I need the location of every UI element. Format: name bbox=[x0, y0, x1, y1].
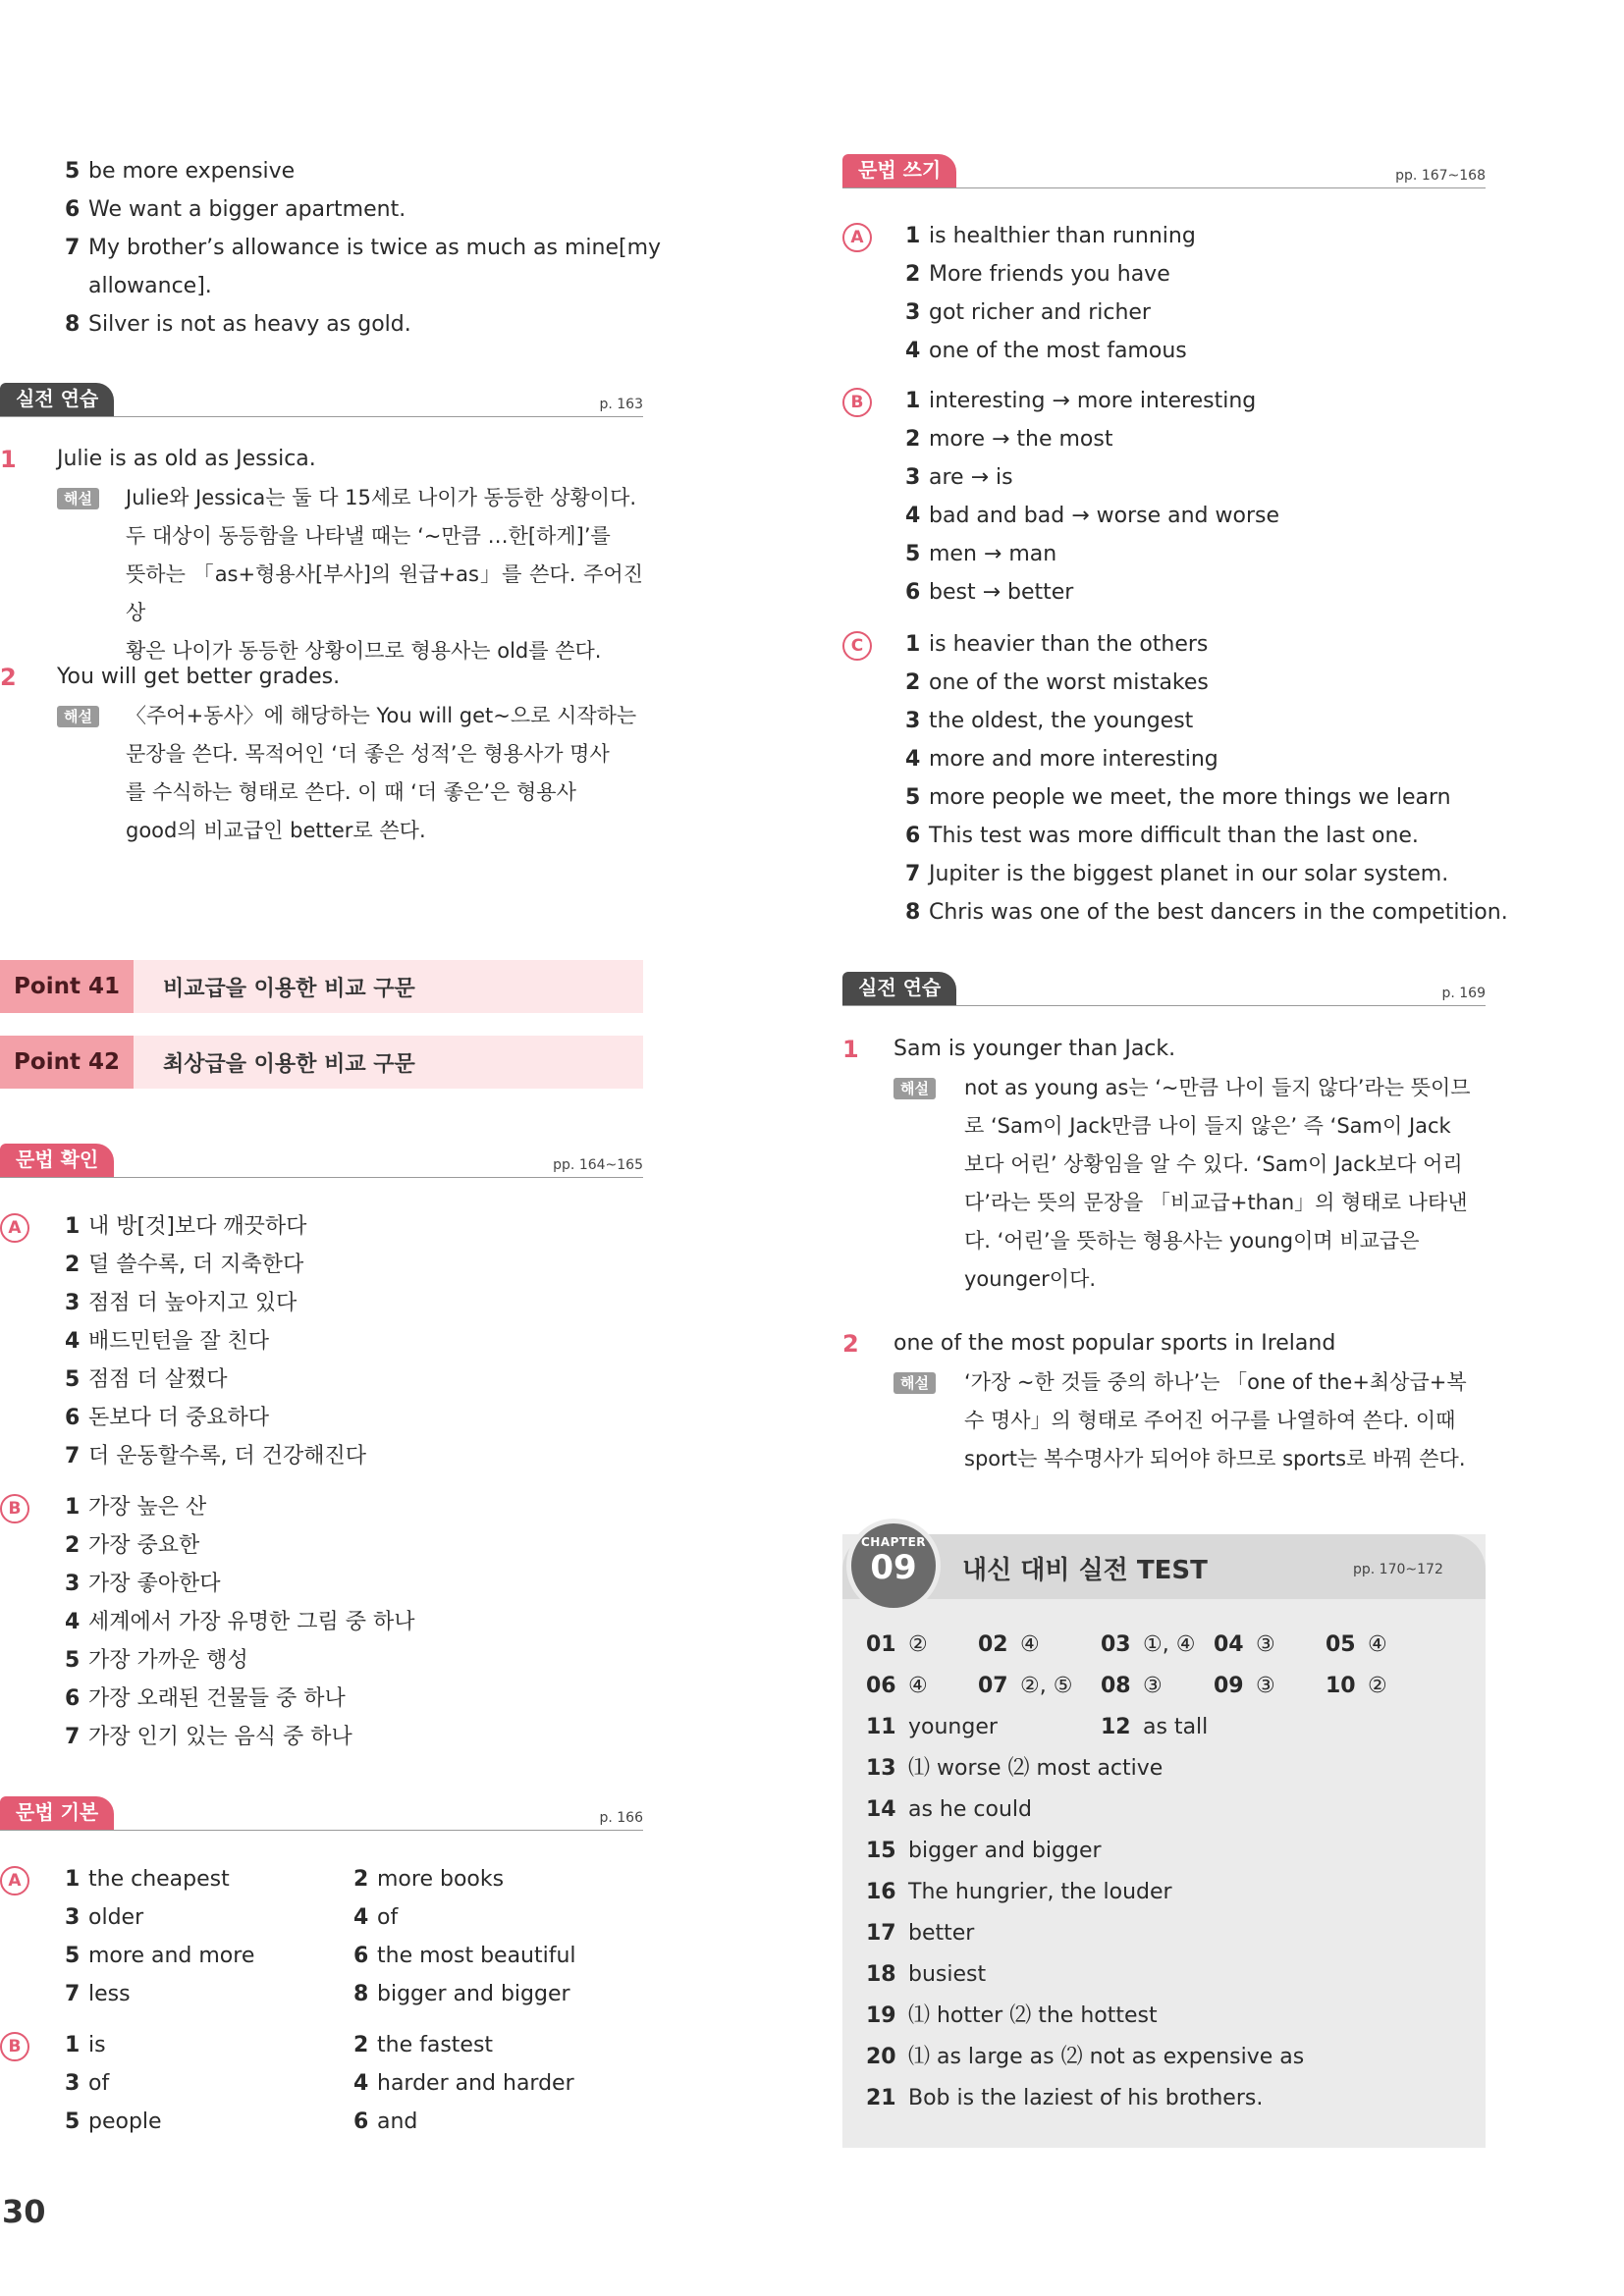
list-item: 3 점점 더 높아지고 있다 bbox=[65, 1291, 298, 1315]
list-item: 6 the most beautiful bbox=[353, 1944, 576, 1968]
page-ref: pp. 164~165 bbox=[553, 1157, 643, 1173]
explanation-line: 를 수식하는 형태로 쓴다. 이 때 ‘더 좋은’은 형용사 bbox=[126, 780, 576, 804]
test-answer: 19 ⑴ hotter ⑵ the hottest bbox=[866, 2003, 1158, 2028]
list-item: 5 more people we meet, the more things we learn bbox=[905, 785, 1451, 810]
test-answer: 16 The hungrier, the louder bbox=[866, 1880, 1172, 1904]
test-header bbox=[842, 1534, 1486, 1599]
explanation-badge: 해설 bbox=[57, 706, 99, 727]
list-item: allowance]. bbox=[88, 274, 212, 298]
list-item: 4 more and more interesting bbox=[905, 747, 1218, 772]
section-tag: 실전 연습 bbox=[0, 383, 114, 416]
explanation-line: 황은 나이가 동등한 상황이므로 형용사는 old를 쓴다. bbox=[126, 639, 602, 663]
list-item: 7 less bbox=[65, 1982, 131, 2006]
section-tag: 실전 연습 bbox=[842, 972, 956, 1005]
list-item: 3 got richer and richer bbox=[905, 300, 1151, 325]
explanation-line: 로 ‘Sam이 Jack만큼 나이 들지 않은’ 즉 ‘Sam이 Jack bbox=[964, 1114, 1451, 1138]
section-letter-a: A bbox=[842, 223, 872, 252]
list-item: 6 돈보다 더 중요하다 bbox=[65, 1406, 270, 1430]
test-answer: 03 ①, ④ bbox=[1101, 1632, 1196, 1657]
explanation-line: not as young as는 ‘~만큼 나이 들지 않다’라는 뜻이므 bbox=[964, 1076, 1471, 1099]
list-item: 6 We want a bigger apartment. bbox=[65, 197, 406, 222]
list-item: 7 더 운동할수록, 더 건강해진다 bbox=[65, 1444, 366, 1468]
test-answer: 07 ②, ⑤ bbox=[978, 1674, 1073, 1698]
explanation-line: 두 대상이 동등함을 나타낼 때는 ‘~만큼 …한[하게]’를 bbox=[126, 524, 611, 548]
test-answer: 06 ④ bbox=[866, 1674, 928, 1698]
answer-text: Sam is younger than Jack. bbox=[893, 1037, 1176, 1061]
section-header-practice bbox=[842, 972, 1486, 1006]
list-item: 2 가장 중요한 bbox=[65, 1533, 200, 1558]
list-item: 6 best → better bbox=[905, 580, 1074, 605]
list-item: 4 of bbox=[353, 1905, 399, 1930]
test-answer: 12 as tall bbox=[1101, 1715, 1209, 1739]
test-answer: 15 bigger and bigger bbox=[866, 1839, 1102, 1863]
point-title: 비교급을 이용한 비교 구문 bbox=[163, 976, 415, 1001]
list-item: 8 Chris was one of the best dancers in the competition. bbox=[905, 900, 1508, 925]
section-letter-a: A bbox=[0, 1866, 29, 1896]
explanation-line: good의 비교급인 better로 쓴다. bbox=[126, 819, 426, 842]
point-banner bbox=[0, 960, 643, 1013]
list-item: 1 is heavier than the others bbox=[905, 632, 1209, 657]
explanation-line: Julie와 Jessica는 둘 다 15세로 나이가 동등한 상황이다. bbox=[126, 486, 637, 509]
explanation-badge: 해설 bbox=[893, 1078, 936, 1099]
section-letter-a: A bbox=[0, 1213, 29, 1243]
test-answer: 13 ⑴ worse ⑵ most active bbox=[866, 1756, 1164, 1781]
list-item: 6 가장 오래된 건물들 중 하나 bbox=[65, 1686, 346, 1711]
test-answer: 01 ② bbox=[866, 1632, 928, 1657]
section-letter-b: B bbox=[842, 388, 872, 417]
list-item: 4 bad and bad → worse and worse bbox=[905, 504, 1279, 528]
explanation bbox=[964, 1069, 1486, 1299]
page-ref: p. 163 bbox=[599, 397, 643, 412]
page-ref: p. 169 bbox=[1441, 986, 1486, 1001]
point-banner bbox=[0, 1036, 643, 1089]
test-answer: 02 ④ bbox=[978, 1632, 1040, 1657]
test-answer: 11 younger bbox=[866, 1715, 998, 1739]
explanation-line: younger이다. bbox=[964, 1267, 1097, 1291]
list-item: 3 of bbox=[65, 2071, 110, 2096]
list-item: 8 bigger and bigger bbox=[353, 1982, 570, 2006]
page-number: 30 bbox=[2, 2193, 46, 2230]
list-item: 7 가장 인기 있는 음식 중 하나 bbox=[65, 1725, 352, 1749]
list-item: 2 덜 쓸수록, 더 지축한다 bbox=[65, 1253, 304, 1277]
list-item: 5 be more expensive bbox=[65, 159, 296, 184]
section-header-practice bbox=[0, 383, 643, 417]
answer-text: one of the most popular sports in Ireland bbox=[893, 1331, 1336, 1356]
explanation-line: 다. ‘어린’을 뜻하는 형용사는 young이며 비교급은 bbox=[964, 1229, 1420, 1253]
page-ref: p. 166 bbox=[599, 1810, 643, 1826]
section-letter-b: B bbox=[0, 2032, 29, 2061]
test-answer: 18 busiest bbox=[866, 1962, 987, 1987]
list-item: 1 the cheapest bbox=[65, 1867, 230, 1892]
list-item: 7 My brother’s allowance is twice as much as mine[my bbox=[65, 236, 662, 260]
explanation bbox=[126, 479, 643, 670]
explanation-line: sport는 복수명사가 되어야 하므로 sports로 바꿔 쓴다. bbox=[964, 1447, 1466, 1470]
question-number: 2 bbox=[0, 664, 17, 691]
explanation-line: 문장을 쓴다. 목적어인 ‘더 좋은 성적’은 형용사가 명사 bbox=[126, 742, 610, 766]
test-title: 내신 대비 실전 TEST bbox=[962, 1556, 1208, 1585]
list-item: 4 harder and harder bbox=[353, 2071, 574, 2096]
list-item: 1 is healthier than running bbox=[905, 224, 1196, 248]
chapter-number: 09 bbox=[870, 1548, 917, 1587]
list-item: 1 내 방[것]보다 깨끗하다 bbox=[65, 1214, 307, 1239]
list-item: 6 This test was more difficult than the last one. bbox=[905, 824, 1419, 848]
list-item: 2 more → the most bbox=[905, 427, 1113, 452]
list-item: 1 interesting → more interesting bbox=[905, 389, 1257, 413]
section-header-grammar-basic bbox=[0, 1796, 643, 1831]
list-item: 7 Jupiter is the biggest planet in our solar system. bbox=[905, 862, 1449, 886]
explanation-line: ‘가장 ~한 것들 중의 하나’는 「one of the+최상급+복 bbox=[964, 1370, 1467, 1394]
list-item: 3 are → is bbox=[905, 465, 1013, 490]
answer-text: You will get better grades. bbox=[57, 665, 341, 689]
question-number: 1 bbox=[0, 446, 17, 473]
list-item: 5 men → man bbox=[905, 542, 1057, 566]
section-header-grammar-write bbox=[842, 154, 1486, 188]
section-tag: 문법 기본 bbox=[0, 1796, 114, 1830]
page-ref: pp. 170~172 bbox=[1353, 1562, 1443, 1577]
point-label: Point 41 bbox=[0, 960, 134, 1013]
list-item: 4 배드민턴을 잘 친다 bbox=[65, 1329, 270, 1354]
page-ref: pp. 167~168 bbox=[1395, 168, 1486, 184]
point-title: 최상급을 이용한 비교 구문 bbox=[163, 1051, 415, 1077]
list-item: 4 one of the most famous bbox=[905, 339, 1187, 363]
explanation-line: 〈주어+동사〉에 해당하는 You will get~으로 시작하는 bbox=[126, 704, 637, 727]
test-answer: 08 ③ bbox=[1101, 1674, 1163, 1698]
list-item: 2 More friends you have bbox=[905, 262, 1170, 287]
point-label: Point 42 bbox=[0, 1036, 134, 1089]
section-letter-b: B bbox=[0, 1494, 29, 1523]
test-answer: 09 ③ bbox=[1214, 1674, 1275, 1698]
list-item: 6 and bbox=[353, 2109, 418, 2134]
test-answer: 21 Bob is the laziest of his brothers. bbox=[866, 2086, 1264, 2110]
explanation bbox=[964, 1363, 1486, 1478]
list-item: 2 one of the worst mistakes bbox=[905, 670, 1209, 695]
explanation-badge: 해설 bbox=[893, 1372, 936, 1394]
section-header-grammar-check bbox=[0, 1144, 643, 1178]
list-item: 8 Silver is not as heavy as gold. bbox=[65, 312, 411, 337]
test-answer: 14 as he could bbox=[866, 1797, 1032, 1822]
list-item: 5 가장 가까운 행성 bbox=[65, 1648, 248, 1673]
test-answer: 17 better bbox=[866, 1921, 975, 1946]
list-item: 1 is bbox=[65, 2033, 106, 2057]
chapter-test-box bbox=[842, 1534, 1486, 2148]
list-item: 2 more books bbox=[353, 1867, 505, 1892]
explanation-line: 수 명사」의 형태로 주어진 어구를 나열하여 쓴다. 이때 bbox=[964, 1409, 1456, 1432]
chapter-label: CHAPTER bbox=[860, 1535, 927, 1549]
test-answer: 05 ④ bbox=[1326, 1632, 1387, 1657]
explanation bbox=[126, 697, 643, 850]
list-item: 5 people bbox=[65, 2109, 162, 2134]
list-item: 5 점점 더 살쪘다 bbox=[65, 1367, 228, 1392]
test-answer: 20 ⑴ as large as ⑵ not as expensive as bbox=[866, 2045, 1305, 2069]
section-letter-c: C bbox=[842, 631, 872, 661]
list-item: 2 the fastest bbox=[353, 2033, 494, 2057]
section-tag: 문법 쓰기 bbox=[842, 154, 956, 187]
list-item: 5 more and more bbox=[65, 1944, 255, 1968]
explanation-line: 뜻하는 「as+형용사[부사]의 원급+as」를 쓴다. 주어진 상 bbox=[126, 562, 643, 624]
list-item: 3 older bbox=[65, 1905, 144, 1930]
explanation-line: 보다 어린’ 상황임을 알 수 있다. ‘Sam이 Jack보다 어리 bbox=[964, 1152, 1463, 1176]
chapter-badge bbox=[846, 1519, 941, 1613]
test-answer: 04 ③ bbox=[1214, 1632, 1275, 1657]
section-tag: 문법 확인 bbox=[0, 1144, 114, 1177]
list-item: 3 the oldest, the youngest bbox=[905, 709, 1194, 733]
list-item: 1 가장 높은 산 bbox=[65, 1495, 207, 1520]
question-number: 1 bbox=[842, 1036, 859, 1063]
explanation-badge: 해설 bbox=[57, 488, 99, 509]
list-item: 4 세계에서 가장 유명한 그림 중 하나 bbox=[65, 1610, 415, 1634]
question-number: 2 bbox=[842, 1330, 859, 1358]
list-item: 3 가장 좋아한다 bbox=[65, 1572, 221, 1596]
explanation-line: 다’라는 뜻의 문장을 「비교급+than」의 형태로 나타낸 bbox=[964, 1191, 1468, 1214]
answer-text: Julie is as old as Jessica. bbox=[57, 447, 316, 471]
test-answer: 10 ② bbox=[1326, 1674, 1387, 1698]
